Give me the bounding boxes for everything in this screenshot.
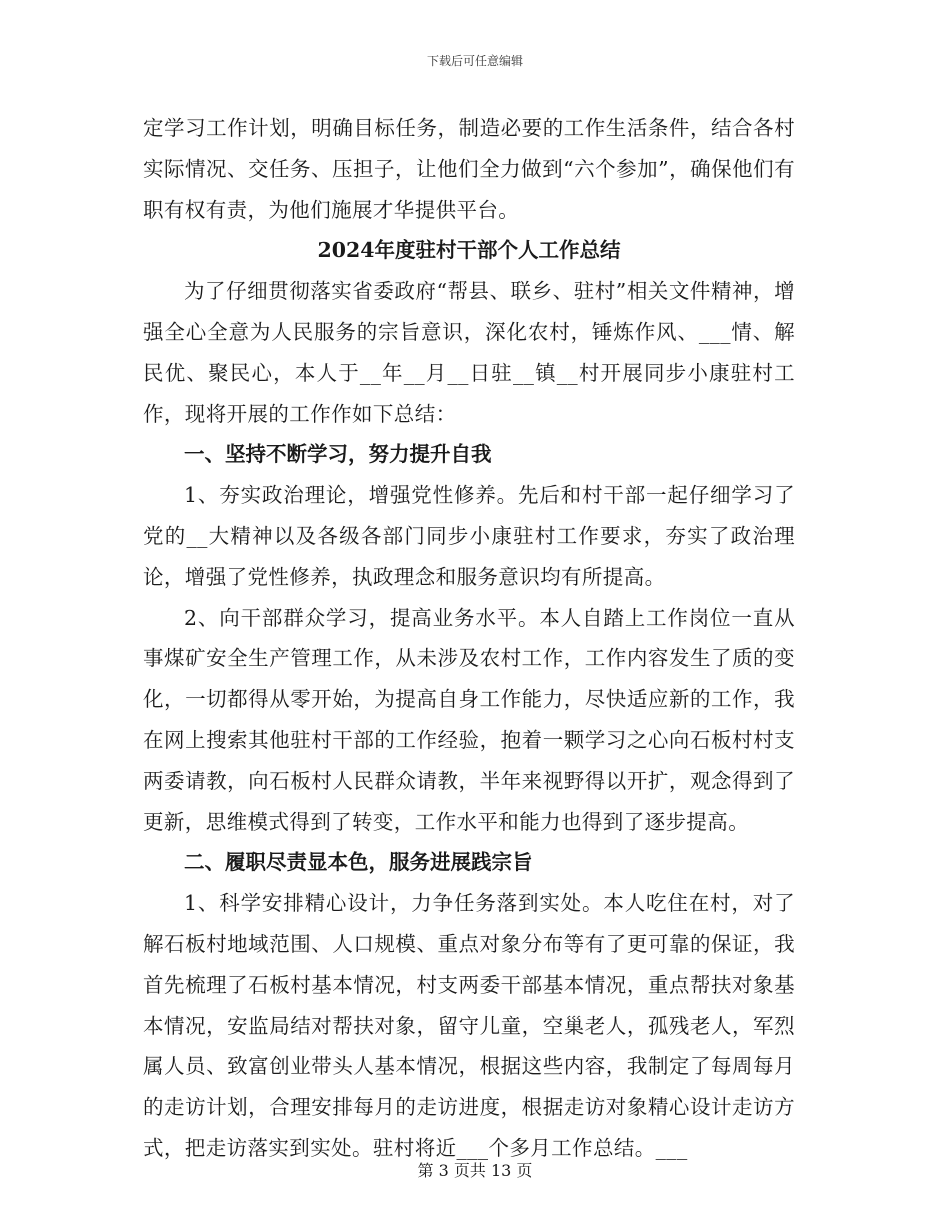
section-heading-1: 一、坚持不断学习，努力提升自我 (184, 442, 492, 467)
paragraph-1-2: 2、向干部群众学习，提高业务水平。本人自踏上工作岗位一直从事煤矿安全生产管理工作，从未涉及农村工作，工作内容发生了质的变化，一切都得从零开始，为提高自身工作能力，尽快适应新的工作，我在网上搜索其他驻村干部的工作经验，抱着一颗学习之心向石板村村支两委请教，向石板村人民群众请教，半年来视野得以开扩，观念得到了更新，思维模式得到了转变，工作水平和能力也得到了逐步提高。 (143, 605, 795, 834)
header-note: 下载后可任意编辑 (426, 54, 523, 68)
document-title: 2024年度驻村干部个人工作总结 (317, 238, 621, 263)
paragraph-1-1: 1、夯实政治理论，增强党性修养。先后和村干部一起仔细学习了党的__大精神以及各级各部门同步小康驻村工作要求，夯实了政治理论，增强了党性修养，执政理念和服务意识均有所提高。 (143, 483, 795, 589)
paragraph-continued: 定学习工作计划，明确目标任务，制造必要的工作生活条件，结合各村实际情况、交任务、压担子，让他们全力做到“六个参加”，确保他们有职有权有责，为他们施展才华提供平台。 (143, 116, 795, 222)
section-heading-2: 二、履职尽责显本色，服务进展践宗旨 (184, 850, 533, 875)
paragraph-2-1: 1、科学安排精心设计，力争任务落到实处。本人吃住在村，对了解石板村地域范围、人口规模、重点对象分布等有了更可靠的保证，我首先梳理了石板村基本情况，村支两委干部基本情况，重点帮扶对象基本情况，安监局结对帮扶对象，留守儿童，空巢老人，孤残老人，军烈属人员、致富创业带头人基本情况，根据这些内容，我制定了每周每月的走访计划，合理安排每月的走访进度，根据走访对象精心设计走访方式，把走访落实到实处。驻村将近___个多月工作总结。___ (143, 891, 795, 1160)
document-body (143, 108, 795, 1169)
paragraph-intro: 为了仔细贯彻落实省委政府“帮县、联乡、驻村”相关文件精神，增强全心全意为人民服务的宗旨意识，深化农村，锤炼作风、___情、解民优、聚民心，本人于__年__月__日驻__镇__村开展同步小康驻村工作，现将开展的工作作如下总结： (143, 279, 795, 426)
page-number-footer: 第 3 页共 13 页 (417, 1161, 533, 1180)
